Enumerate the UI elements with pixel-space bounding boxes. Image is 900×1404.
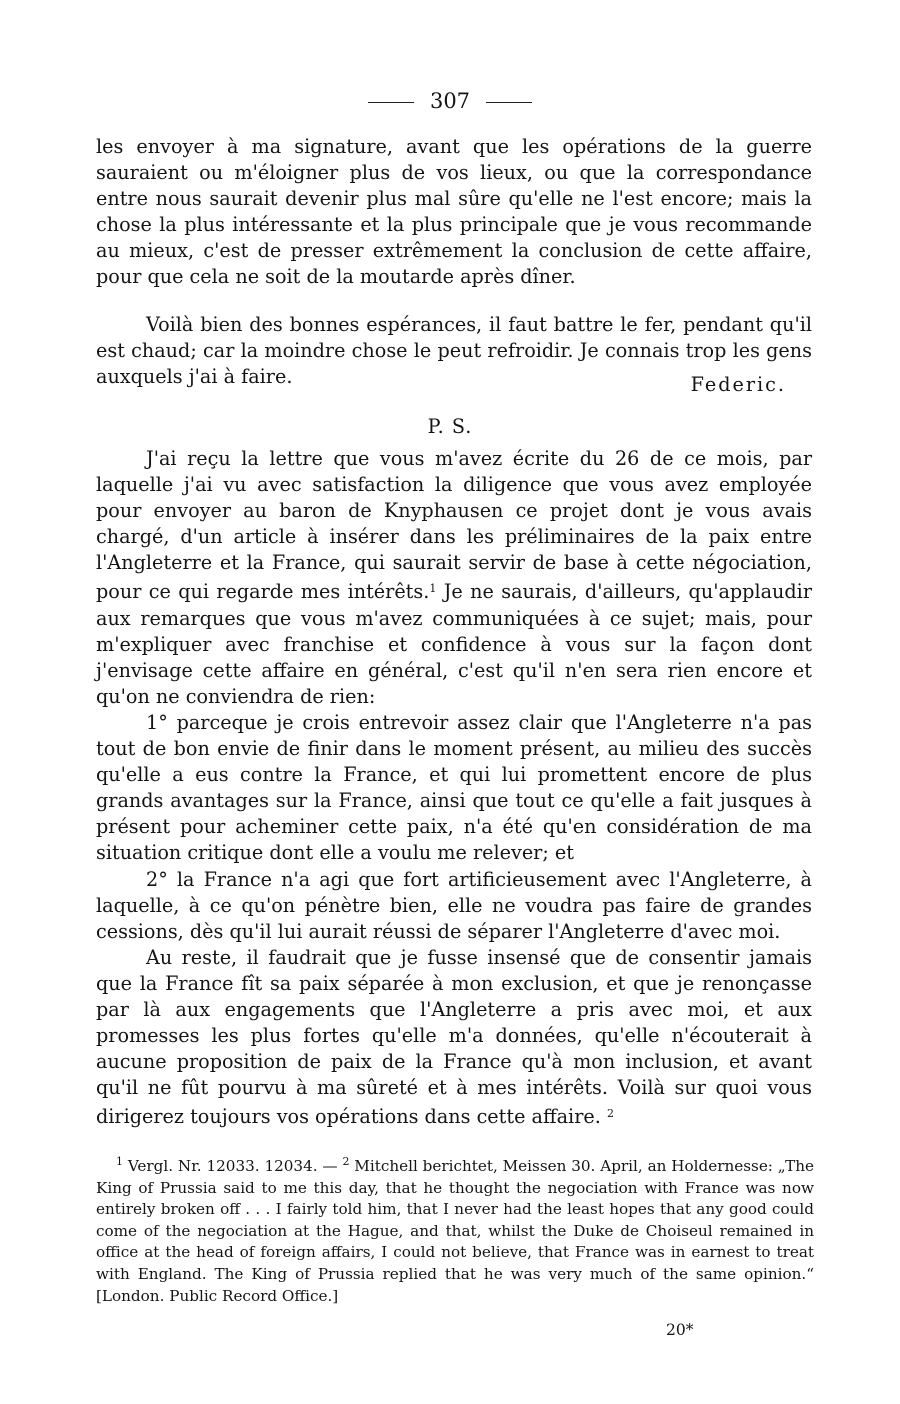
footnotes (96, 1151, 814, 1307)
paragraph-2: Voilà bien des bonnes espérances, il faut battre le fer, pendant qu'il est chaud; car la moindre chose le peut refroidir. Je connais trop les gens auxquels j'ai à faire. (96, 313, 812, 389)
ps-paragraph-1 (96, 446, 812, 710)
paragraph-1: les envoyer à ma signature, avant que les opérations de la guerre sauraient ou m'éloigner plus de vos lieux, ou que la correspondance entre nous saurait devenir plus mal sûre qu'elle ne l'est encore; mais la chose la plus intéressante et la plus principale que je vous recommande au mieux, c'est de presser extrêmement la conclusion de cette affaire, pour que cela ne soit de la moutarde après dîner. (96, 135, 812, 289)
ps-paragraph-1-text-b: Je ne saurais, d'ailleurs, qu'applaudir aux remarques que vous m'avez communiquées à ce sujet; mais, pour m'expliquer avec franchise et confidence à vous sur la façon dont j'envisage cette affaire en général, c'est qu'il n'en sera rien encore et qu'on ne conviendra de rien: (96, 580, 812, 708)
ps-point-1-text: parceque je crois entrevoir assez clair que l'Angleterre n'a pas tout de bon envie de finir dans le moment présent, au milieu des succès qu'elle a eus contre la France, et qui lui promettent encore de plus grands avantages sur la France, ainsi que tout ce qu'elle a fait jusques à présent pour acheminer cette paix, n'a été qu'en considération de ma situation critique dont elle a voulu me relever; et (96, 710, 812, 865)
ps-paragraph-4 (96, 945, 812, 1131)
page-number: 307 (429, 89, 471, 113)
ps-point-1 (96, 710, 812, 867)
postscript-block (96, 446, 812, 1130)
footnote-2-text: Mitchell berichtet, Meissen 30. April, an Holdernesse: „The King of Prussia said to me this day, that he thought the negociation with France was now entirely broken off . . . I fairly told him, that I never had the least hopes that any good could come of the negociation at the Hague, and that, whilst the Duke de Choiseul remained in office at the head of foreign affairs, I could not believe, that France was in earnest to treat with England. The King of Prussia replied that he was very much of the same opinion.“ [London. Public Record Office.] (96, 1157, 814, 1305)
footnote-1-text: Vergl. Nr. 12033. 12034. — (123, 1157, 343, 1175)
ps-point-2-number: 2° (146, 867, 168, 891)
footnote (96, 1151, 814, 1307)
header-rule-right (486, 102, 532, 103)
footnote-2-mark: 2 (342, 1155, 350, 1168)
footnote-ref-2: 2 (606, 1107, 614, 1121)
footnote-1-mark: 1 (116, 1155, 123, 1168)
signature-mark: 20* (666, 1321, 694, 1339)
ps-paragraph-1-text-a: J'ai reçu la lettre que vous m'avez écrite du 26 de ce mois, par laquelle j'ai vu avec satisfaction la diligence que vous avez employée pour envoyer au baron de Knyphausen ce projet dont je vous avais chargé, d'un article à insérer dans les préliminaires de la paix entre l'Angleterre et la France, qui saurait servir de base à cette négociation, pour ce qui regarde mes intérêts. (96, 447, 812, 604)
header-rule-left (368, 102, 414, 103)
ps-paragraph-4-text: Au reste, il faudrait que je fusse insensé que de consentir jamais que la France fît sa paix séparée à mon exclusion, et que je renonçasse par là aux engagements que l'Angleterre a pris avec moi, et aux promesses les plus fortes qu'elle m'a données, qu'elle n'écouterait à aucune proposition de paix de la France qu'à mon inclusion, et avant qu'il ne fût pourvu à ma sûreté et à mes intérêts. Voilà sur quoi vous dirigerez toujours vos opérations dans cette affaire. (96, 945, 812, 1129)
page-header (0, 86, 900, 116)
ps-point-2 (96, 867, 812, 945)
ps-heading: P. S. (427, 415, 473, 438)
footnote-ref-1: 1 (429, 582, 437, 596)
ps-point-2-text: la France n'a agi que fort artificieusement avec l'Angleterre, à laquelle, à ce qu'on pénètre bien, elle ne voudra pas faire de grandes cessions, dès qu'il lui aurait réussi de séparer l'Angleterre d'avec moi. (96, 867, 812, 943)
paragraph-1-block (96, 134, 812, 291)
signature: Federic. (690, 373, 786, 396)
ps-point-1-number: 1° (146, 710, 168, 734)
